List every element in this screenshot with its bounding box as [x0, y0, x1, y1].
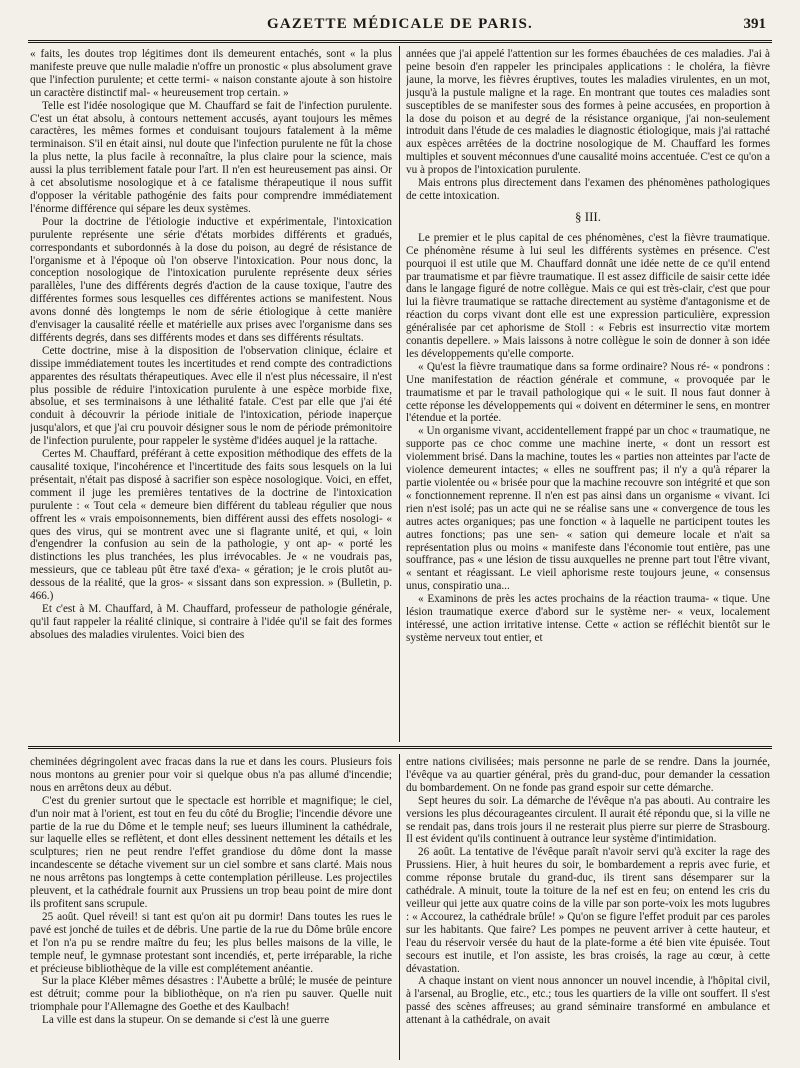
- upper-left-column: [30, 48, 392, 742]
- lower-right-column: [406, 756, 770, 1060]
- paragraph: C'est du grenier surtout que le spectacle est horrible et magnifique; le ciel, d'un noir mat à l'orient, est tout en feu du côté du Broglie; l'incendie dévore une partie de la rue du Dôme et le temple neuf; ses lueurs illuminent la cathédrale, sur laquelle elles se reflètent, et dont elles dessinent nettement les détails et les sculptures; rien ne peut rendre l'effet grandiose du dôme dont la masse incandescente se détache vivement sur un ciel sombre et sans clarté. Mais nous ne nous arrêtons pas longtemps à cette contemplation périlleuse. Les projectiles pleuvent, et la cathédrale fournit aux Prussiens un trop beau point de mire dont ils profitent sans scrupule.: [30, 794, 392, 910]
- paragraph: A chaque instant on vient nous annoncer un nouvel incendie, à l'hôpital civil, à l'arsenal, au Broglie, etc., etc.; tous les quartiers de la ville ont souffert. Il s'est passé des scènes affreuses; au grand séminaire transformé en ambulance et attenant à la cathédrale, on avait: [406, 975, 770, 1027]
- header-rule: [28, 40, 772, 43]
- paragraph: Sept heures du soir. La démarche de l'évêque n'a pas abouti. Au contraire les versions les plus décourageantes circulent. Il aurait été répondu que, si la ville ne se rendait pas, dans trois jours il ne resterait plus pierre sur pierre de Strasbourg. Il est évident qu'ils continuent à outrance leur système d'intimidation.: [406, 794, 770, 846]
- paragraph: Certes M. Chauffard, préférant à cette exposition méthodique des effets de la causalité toxique, l'incohérence et l'incertitude des faits sous lesquels on la lui présentait, n'était pas disposé à sacrifier son espèce nosologique. Voici, en effet, comment il juge les premières tentatives de la doctrine de l'intoxication purulente : « Tout cela « demeure bien différent du tableau régulier que nous offrent les « vrais empoisonnements, bien différent aussi des effets nosologi- « ques des virus, qui se montrent avec une si flagrante unité, et qui, « loin d'engendrer la confusion au sein de la pathologie, y ont ap- « porté les distinctions les plus tranchées, les plus irrévocables. Je « ne voudrais pas, messieurs, que ce tableau pût être taxé d'exa- « gération; je le crois plutôt au-dessous de la réalité, que la gros- « sissant dans son expression. » (Bulletin, p. 466.): [30, 448, 392, 603]
- paragraph: entre nations civilisées; mais personne ne parle de se rendre. Dans la journée, l'évêque va au quartier général, près du grand-duc, pour demander la cessation du bombardement. On ne fonde pas grand espoir sur cette démarche.: [406, 756, 770, 794]
- paragraph: Pour la doctrine de l'étiologie inductive et expérimentale, l'intoxication purulente représente une série d'états morbides différents et gradués, correspondants et subordonnés à la dose du poison, au degré de résistance de l'organisme et à l'époque où l'on observe l'intoxication. Pour nous donc, la conception nosologique de l'intoxication purulente représente deux séries parallèles, l'une des différents degrés d'action de la cause toxique, l'autre des différentes formes sous lesquelles ces différentes actions se manifestent. Nous avons donné dès longtemps le nom de série étiologique à cette manière d'envisager la causalité réelle et matérielle aux prises avec l'organisme dans ses différents degrés, dans ses différents modes et dans ses différents résultats.: [30, 215, 392, 344]
- paragraph: « Un organisme vivant, accidentellement frappé par un choc « traumatique, ne supporte pas ce choc comme une machine inerte, « dont un ressort est violemment brisé. Dans la machine, toutes les « parties non atteintes par l'acte de violence demeurent intactes; « elles ne souffrent pas; il n'y a qu'à réparer la partie violentée ou « brisée pour que la machine recouvre son intégrité et que son « fonctionnement reprenne. Il n'en est pas ainsi dans un organisme « vivant. Ici rien n'est isolé; pas un acte qui ne se réalise sans une « convergence de tous les autres actes organiques; pas une fonction « à laquelle ne participent toutes les autres fonctions; pas une sen- « sation qui demeure locale et n'ait sa représentation plus ou moins « manifeste dans l'économie tout entière, pas une souffrance, pas « une lésion de tissu auxquelles ne prenne part tout l'être vivant, « sentant et réagissant. Le vieil aphorisme reste toujours jeune, « consensus unus, conspiratio una...: [406, 425, 770, 593]
- paragraph: « Examinons de près les actes prochains de la réaction trauma- « tique. Une lésion traumatique exerce d'abord sur le système ner- « veux, localement intéressé, une action irritative intense. Cette « action se réfléchit bientôt sur le système nerveux tout entier, et: [406, 593, 770, 644]
- paragraph: années que j'ai appelé l'attention sur les formes ébauchées de ces maladies. J'ai à peine besoin d'en rappeler les principales applications : le choléra, la fièvre jaune, la morve, les fièvres éruptives, toutes les maladies virulentes, en un mot, jusqu'à la pustule maligne et la rage. En montrant que toutes ces maladies sont susceptibles de se manifester sous des formes à peine accusées, en proportion à la dose du poison et au degré de la résistance organique, j'ai non-seulement introduit dans l'étude de ces maladies le diagnostic étiologique, mais j'ai rattaché aux espèces arrêtées de la doctrine nosologique de M. Chauffard les formes multiples et souvent méconnues d'une causalité moins accentuée. C'est ce qu'on a vu à propos de l'intoxication purulente.: [406, 48, 770, 177]
- paragraph: « faits, les doutes trop légitimes dont ils demeurent entachés, sont « la plus manifeste preuve que nulle maladie n'offre un pronostic « plus absolument grave que l'infection purulente; et cette termi- « naison constante ajoute à son histoire un caractère distinctif mal- « heureusement trop certain. »: [30, 48, 392, 99]
- section-title: § III.: [575, 208, 601, 224]
- upper-right-column: [406, 48, 770, 742]
- paragraph: La ville est dans la stupeur. On se demande si c'est là une guerre: [42, 1014, 330, 1027]
- paragraph: 25 août. Quel réveil! si tant est qu'on ait pu dormir! Dans toutes les rues le pavé est jonché de tuiles et de débris. Une partie de la rue du Dôme brûle encore et l'on n'a pu se rendre maître du feu; les plus belles maisons de la ville, le temple neuf, le gymnase protestant sont incendiés, et, perte irréparable, la riche et précieuse bibliothèque de la ville est complétement anéantie.: [30, 910, 392, 975]
- paragraph: Et c'est à M. Chauffard, à M. Chauffard, professeur de pathologie générale, qu'il faut rappeler la réalité clinique, si contraire à l'idée qu'il se fait des formes absolues des maladies virulentes. Voici bien des: [30, 602, 392, 641]
- paragraph: Le premier et le plus capital de ces phénomènes, c'est la fièvre traumatique. Ce phénomène résume à lui seul les différents systèmes en présence. C'est pourquoi il est utile que M. Chauffard donnât une idée nette de ce qu'il entend par traumatisme et par fièvre traumatique. Il est assez difficile de saisir cette idée dans le langage figuré de notre collègue. Mais ce qui est très-clair, c'est que pour lui la fièvre traumatique se rattache directement au système d'antagonisme et de réaction du corps vivant dont elle est une expression particulière, expression généralisée par cet aphorisme de Stoll : « Febris est insurrectio vitæ mortem conantis depellere. » Mais laissons à notre collègue le soin de donner à son idée les développements qu'elle comporte.: [406, 231, 770, 360]
- paragraph: Cette doctrine, mise à la disposition de l'observation clinique, éclaire et dissipe immédiatement toutes les incertitudes et rend compte des contradictions apparentes des résultats thérapeutiques. Avec elle il n'est plus nécessaire, il n'est plus possible de réduire l'intoxication purulente à une espèce morbide fixe, absolue, et ses terminaisons à une léthalité fatale. C'est par elle que j'ai été conduit à découvrir la période initiale de l'intoxication, période inaperçue jusqu'alors, et que j'ai cru pouvoir désigner sous le nom de période prémonitoire de l'infection purulente, pour rappeler le système d'idées auquel je la rattache.: [30, 344, 392, 448]
- feuilleton-rule: [28, 746, 772, 749]
- paragraph: Sur la place Kléber mêmes désastres : l'Aubette a brûlé; le musée de peinture est détruit; comme pour la bibliothèque, on n'a rien pu sauver. Quelle nuit triomphale pour l'Allemagne des Goethe et des Kaulbach!: [30, 975, 392, 1014]
- lower-left-column: [30, 756, 392, 1060]
- journal-title: GAZETTE MÉDICALE DE PARIS.: [267, 16, 533, 32]
- paragraph: « Qu'est la fièvre traumatique dans sa forme ordinaire? Nous ré- « pondrons : Une manifestation de réaction générale et commune, « provoquée par le traumatisme et par le travail pathologique qui « le suit. Il nous faut donner à cette réponse les développements qui « doivent en déterminer le sens, en montrer l'étendue et la portée.: [406, 360, 770, 425]
- page-number: 391: [743, 16, 766, 32]
- paragraph: Telle est l'idée nosologique que M. Chauffard se fait de l'infection purulente. C'est un état absolu, à contours nettement accusés, ayant toujours les mêmes caractères, les mêmes formes et conduisant toujours fatalement à la même terminaison. S'il en était ainsi, nul doute que l'infection purulente ne fût la chose la plus nette, la plus facile à reconnaître, la plus claire pour la science, mais aussi la plus terriblement fatale pour l'art. Il n'en est heureusement pas ainsi. Or à cet absolutisme nosologique et à ce fatalisme thérapeutique il nous suffit d'opposer la véritable pathogénie des faits pour comprendre immédiatement l'énorme différence qui sépare les deux systèmes.: [30, 99, 392, 215]
- page-header: [28, 14, 772, 40]
- column-separator: [399, 754, 400, 1060]
- column-separator: [399, 46, 400, 742]
- paragraph: cheminées dégringolent avec fracas dans la rue et dans les cours. Plusieurs fois nous montons au grenier pour voir si quelque obus n'a pas allumé d'incendie; nous en arrêtons deux au début.: [30, 756, 392, 794]
- paragraph: Mais entrons plus directement dans l'examen des phénomènes pathologiques de cette intoxication.: [406, 177, 770, 202]
- paragraph: 26 août. La tentative de l'évêque paraît n'avoir servi qu'à exciter la rage des Prussiens. Hier, à huit heures du soir, le bombardement a repris avec furie, et comme réponse brutale du grand-duc, ils tirent sans désemparer sur la cathédrale. A minuit, toute la toiture de la nef est en feu; on entend les cris du veilleur qui jette aux quatre coins de la ville par son porte-voix les mots lugubres : « Accourez, la cathédrale brûle! » Qu'on se figure l'effet produit par ces paroles sur les habitants. Que faire? Les pompes ne peuvent arriver à cette hauteur, et l'eau du réservoir versée du haut de la plate-forme a été bien vite épuisée. Tout secours est inutile, et l'on assiste, les bras croisés, la rage au cœur, à cette dévastation.: [406, 846, 770, 975]
